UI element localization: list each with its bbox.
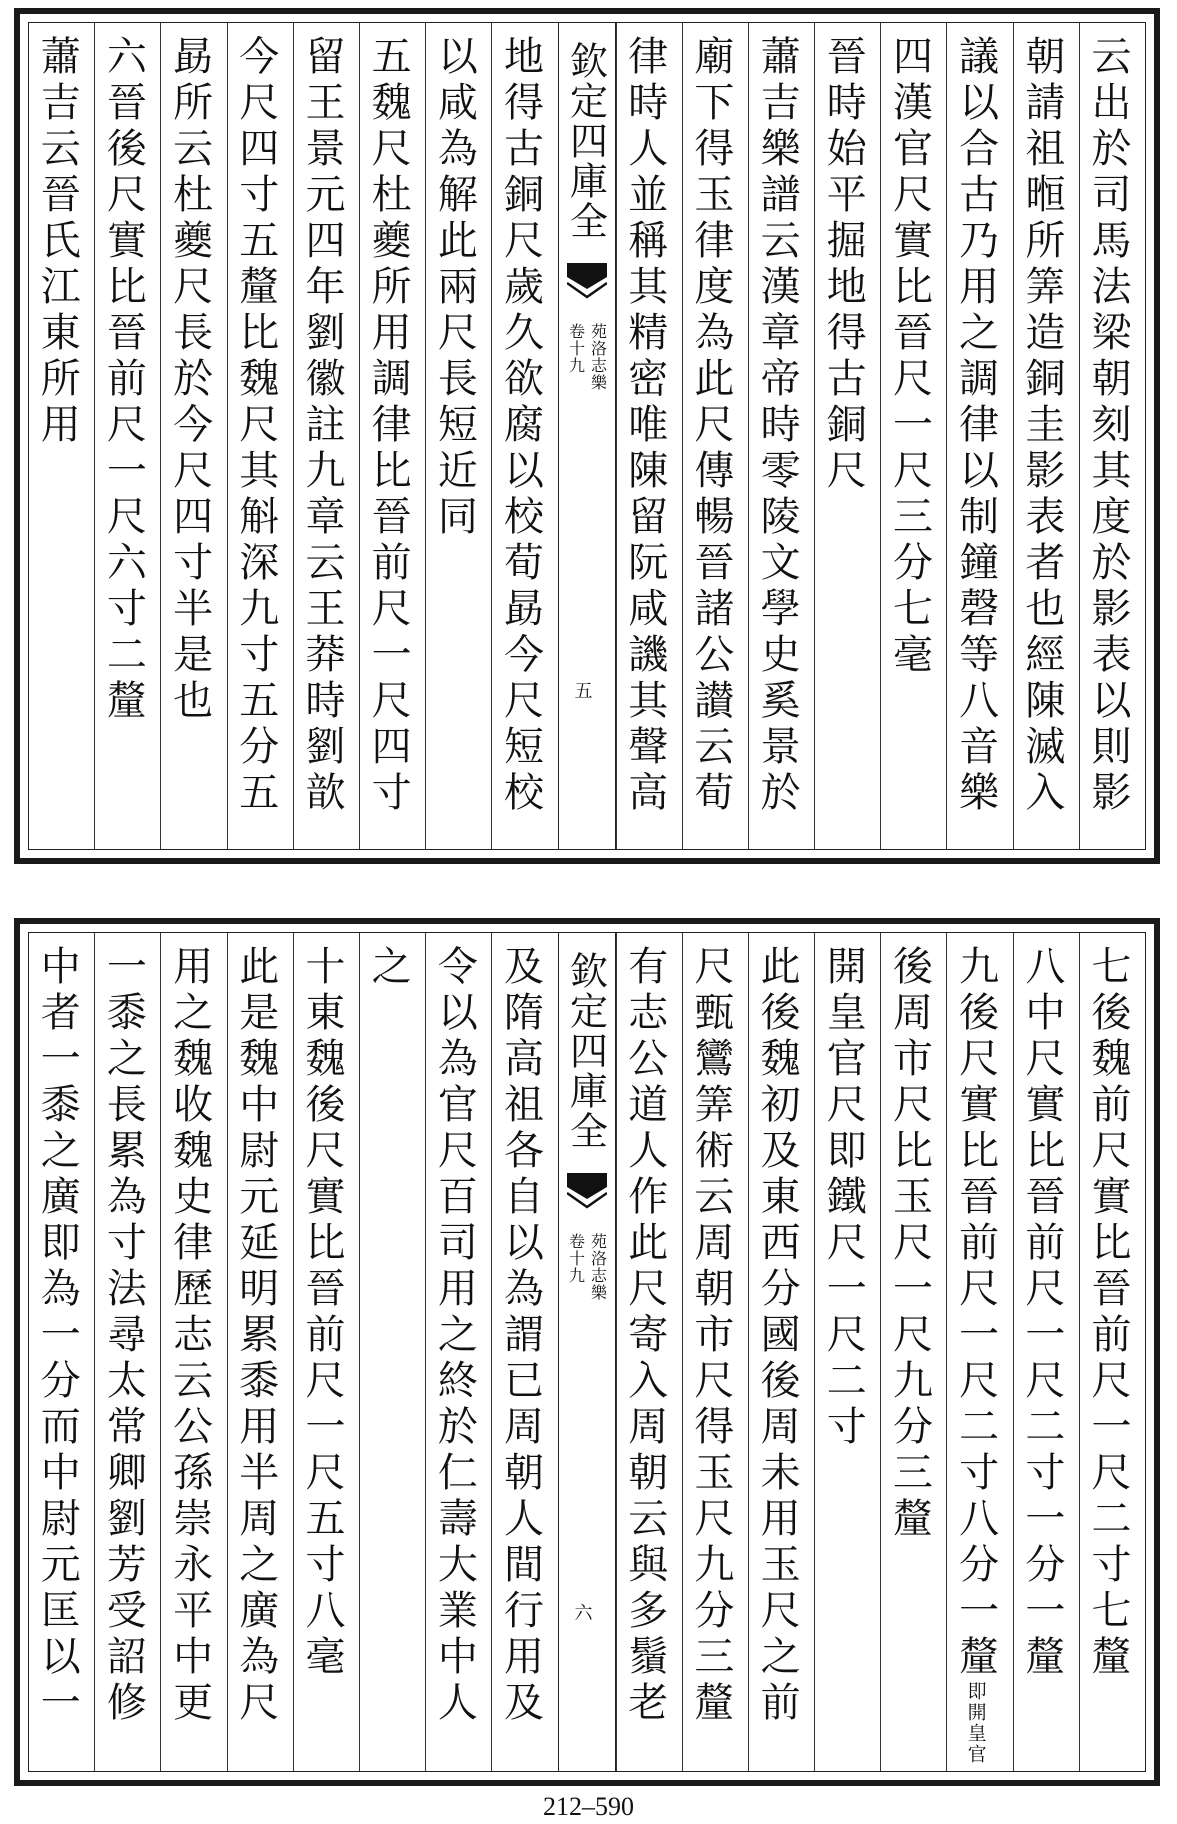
bottom-page-columns [29,933,1145,1771]
volume-info [559,1233,615,1301]
text-column: 開皇官尺即鐵尺一尺二寸 [814,933,880,1771]
text-column: 中者一黍之廣即為一分而中尉元匡以一 [34,945,81,1727]
text-column: 尺甄鸞筭術云周朝市尺得玉尺九分三釐 [682,933,748,1771]
text-column: 蕭吉樂譜云漢章帝時零陵文學史奚景於 [748,23,814,849]
text-column: 晉時始平掘地得古銅尺 [814,23,880,849]
text-column: 一黍之長累為寸法尋太常卿劉芳受詔修 [94,933,160,1771]
top-page-frame [14,8,1160,864]
page-number: 六 [574,1603,599,1624]
volume-number: 卷十九 [566,323,586,374]
text-column: 七後魏前尺實比晉前尺一尺二寸七釐 [1079,933,1145,1771]
text-column: 令以為官尺百司用之終於仁壽大業中人 [425,933,491,1771]
book-title: 欽定四庫全 [563,951,608,1151]
text-column: 以咸為解此兩尺長短近同 [425,23,491,849]
text-column: 地得古銅尺歲久欲腐以校荀勗今尺短校 [491,23,557,849]
text-column: 五魏尺杜夔所用調律比晉前尺一尺四寸 [359,23,425,849]
text-column: 蕭吉云晉氏江東所用 [34,35,81,449]
text-column: 律時人並稱其精密唯陳留阮咸譏其聲高 [616,23,682,849]
work-title: 苑洛志樂 [588,1233,608,1301]
text-column: 今尺四寸五釐比魏尺其斛深九寸五分五 [227,23,293,849]
text-column: 議以合古乃用之調律以制鐘磬等八音樂 [946,23,1012,849]
text-column: 廟下得玉律度為此尺傳暢晉諸公讃云荀 [682,23,748,849]
text-column: 八中尺實比晉前尺一尺二寸一分一釐 [1013,933,1079,1771]
text-column: 六晉後尺實比晉前尺一尺六寸二釐 [94,23,160,849]
text-column: 留王景元四年劉徽註九章云王莽時劉歆 [293,23,359,849]
top-page-inner-border [28,22,1146,850]
catalog-page-code: 212–590 [543,1792,634,1821]
work-title: 苑洛志樂 [588,323,608,391]
text-column: 之 [359,933,425,1771]
bottom-page-frame [14,918,1160,1786]
volume-number: 卷十九 [566,1233,586,1284]
text-column: 此是魏中尉元延明累黍用半周之廣為尺 [227,933,293,1771]
bottom-page-inner-border [28,932,1146,1772]
text-column: 四漢官尺實比晉尺一尺三分七毫 [880,23,946,849]
main-text: 九後尺實比晉前尺一尺二寸八分一釐 [952,945,999,1681]
text-column: 後周市尺比玉尺一尺九分三釐 [880,933,946,1771]
text-column: 朝請祖暅所筭造銅圭影表者也經陳滅入 [1013,23,1079,849]
text-column: 云出於司馬法梁朝刻其度於影表以則影 [1079,23,1145,849]
top-page-columns [29,23,1145,849]
fishtail-mark-icon [567,1173,607,1213]
text-column: 及隋高祖各自以為謂已周朝人間行用及 [491,933,557,1771]
note-line: 即開皇官 [964,1681,987,1765]
center-fold-strip [558,933,616,1771]
text-column-with-note [946,933,1012,1771]
book-title: 欽定四庫全 [563,41,608,241]
fishtail-mark-icon [567,263,607,303]
text-column: 勗所云杜夔尺長於今尺四寸半是也 [160,23,226,849]
page-number: 五 [574,681,599,702]
volume-info [559,323,615,391]
text-column: 有志公道人作此尺寄入周朝云與多鬚老 [616,933,682,1771]
text-column: 此後魏初及東西分國後周未用玉尺之前 [748,933,814,1771]
text-column: 用之魏收魏史律歷志云公孫崇永平中更 [160,933,226,1771]
text-column: 十東魏後尺實比晉前尺一尺五寸八毫 [293,933,359,1771]
center-fold-strip [558,23,616,849]
